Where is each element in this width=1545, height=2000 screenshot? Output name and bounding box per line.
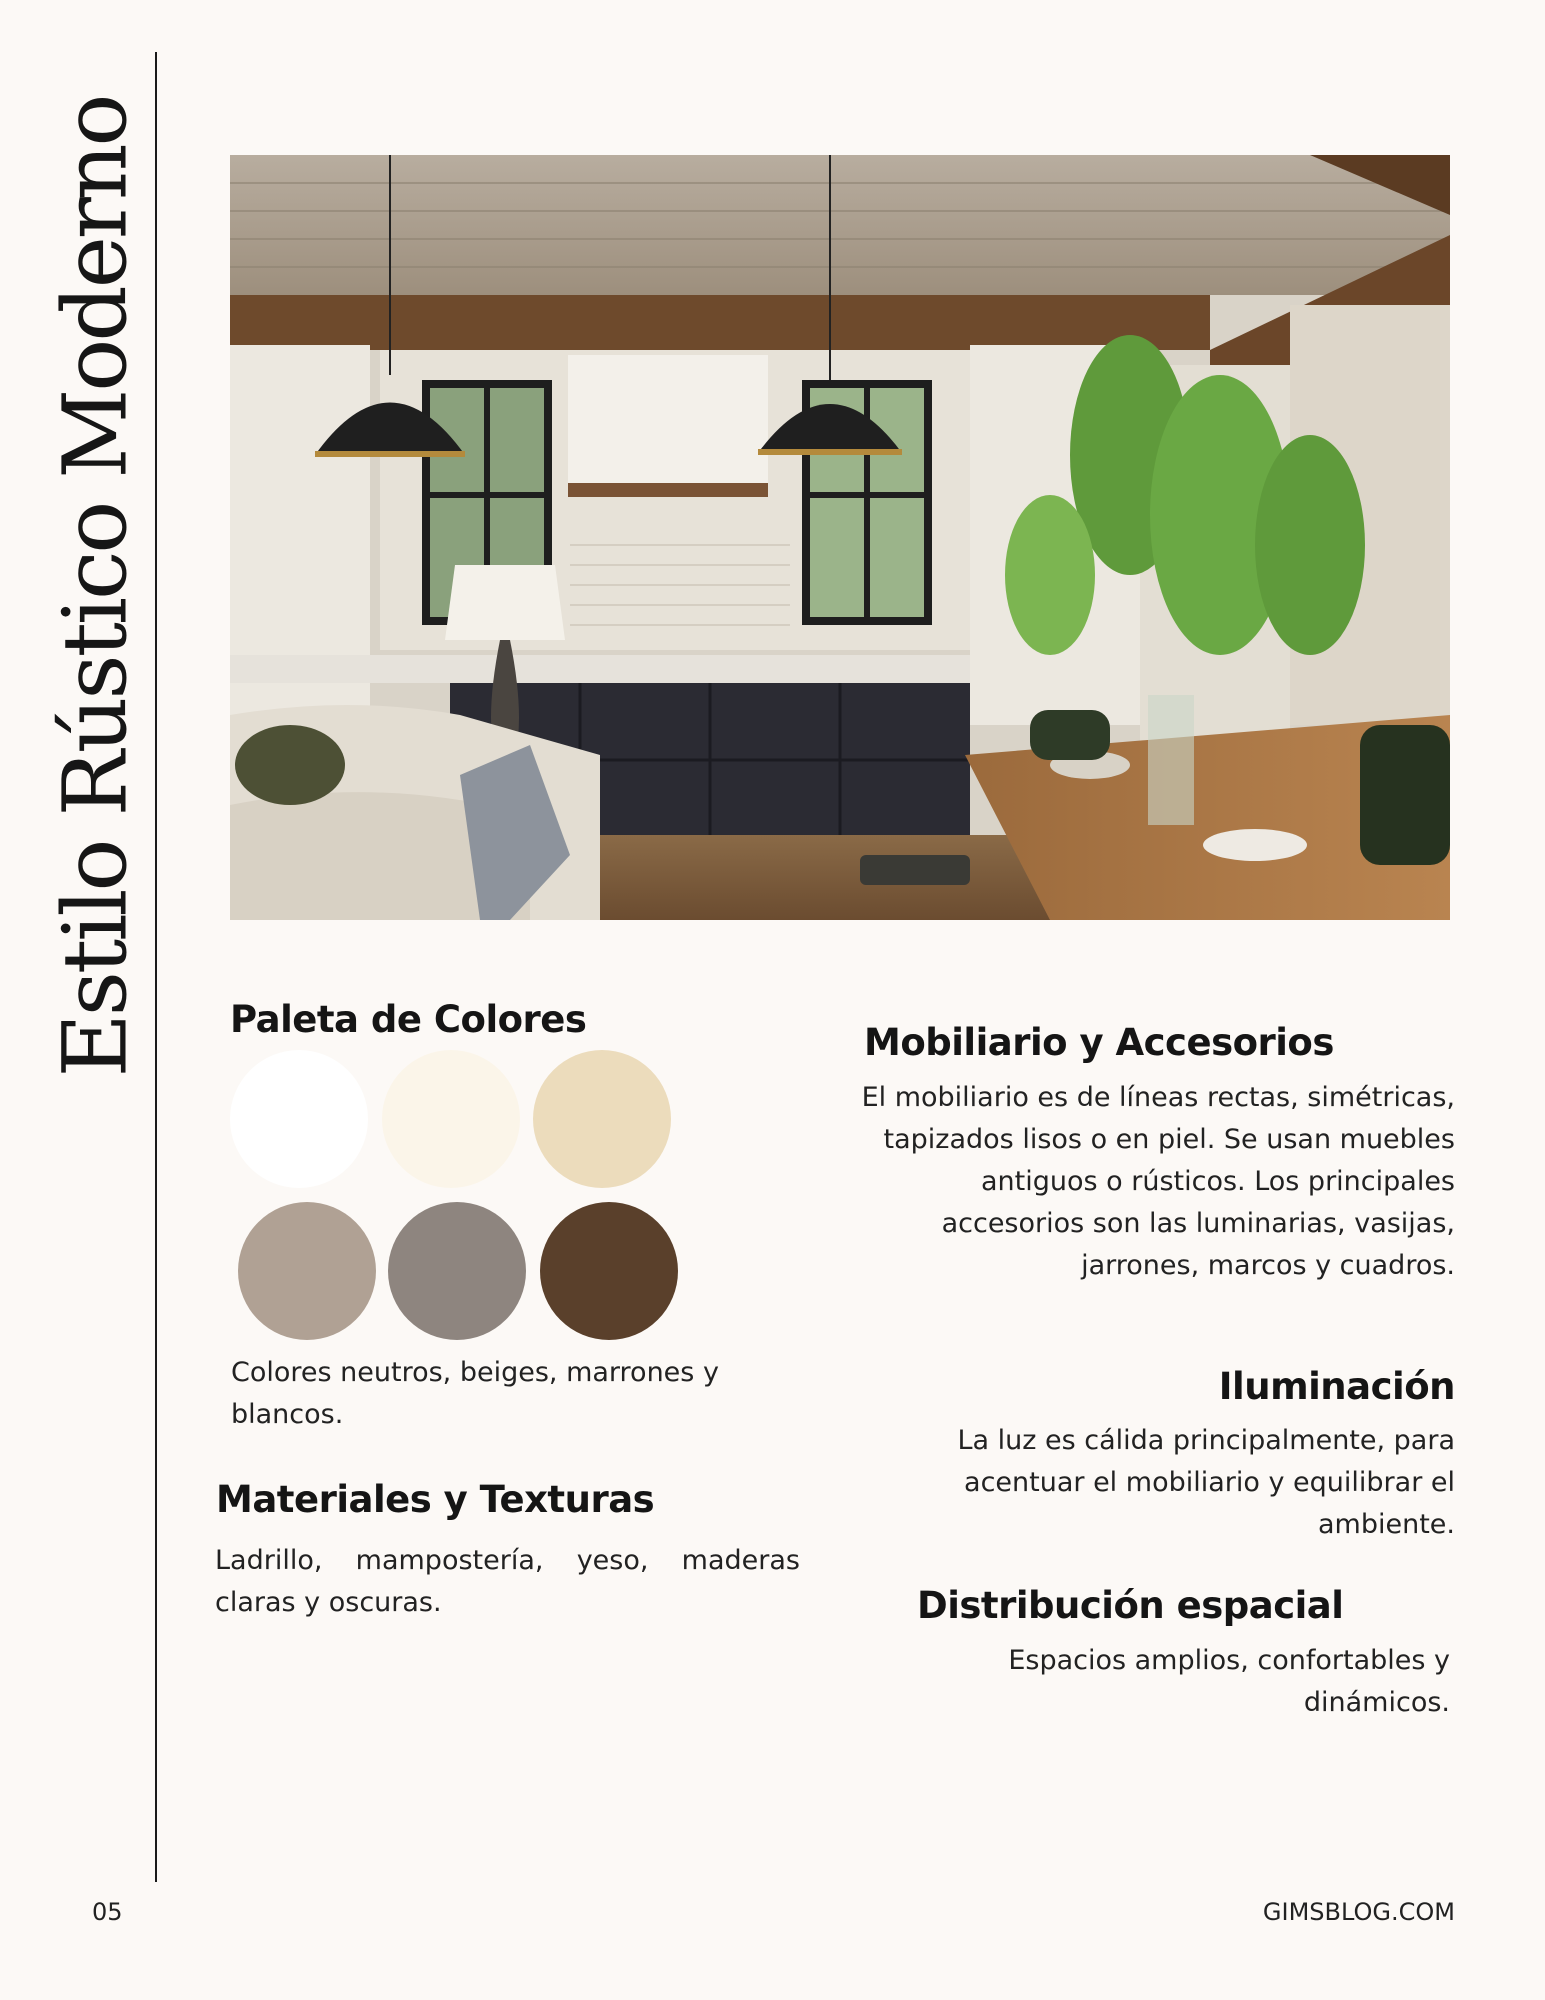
layout-text: Espacios amplios, confortables y dinámicos. <box>1008 1645 1450 1718</box>
vertical-title <box>30 82 160 1092</box>
swatch-gray <box>388 1202 526 1340</box>
furniture-heading: Mobiliario y Accesorios <box>864 1021 1334 1064</box>
lighting-text: La luz es cálida principalmente, para acentuar el mobiliario y equilibrar el ambiente. <box>957 1425 1455 1540</box>
swatch-taupe <box>238 1202 376 1340</box>
swatch-white <box>230 1050 368 1188</box>
furniture-text: El mobiliario es de líneas rectas, simétricas, tapizados lisos o en piel. Se usan muebles antiguos o rústicos. Los principales accesorios son las luminarias, vasijas, jarrones, marcos y cuadros. <box>861 1082 1455 1281</box>
materials-text: Ladrillo, mampostería, yeso, maderas claras y oscuras. <box>215 1545 800 1618</box>
palette-heading: Paleta de Colores <box>230 998 587 1041</box>
divider-line <box>155 52 157 1882</box>
swatch-beige <box>533 1050 671 1188</box>
layout-heading: Distribución espacial <box>917 1584 1344 1627</box>
page-title: Estilo Rústico Moderno <box>43 96 147 1078</box>
page-number: 05 <box>92 1898 123 1926</box>
kitchen-photo <box>230 155 1450 920</box>
lighting-heading: Iluminación <box>1218 1365 1455 1408</box>
site-url: GIMSBLOG.COM <box>1262 1898 1455 1926</box>
palette-description: Colores neutros, beiges, marrones y blancos. <box>231 1357 719 1430</box>
swatch-brown <box>540 1202 678 1340</box>
swatch-cream <box>382 1050 520 1188</box>
materials-heading: Materiales y Texturas <box>216 1478 655 1521</box>
